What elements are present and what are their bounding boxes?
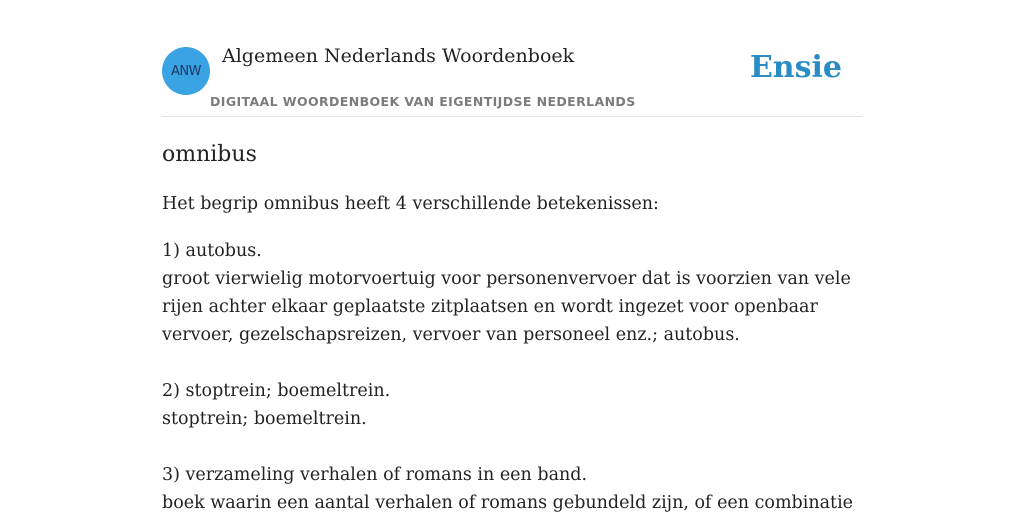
meaning-title: 3) verzameling verhalen of romans in een band. — [162, 465, 588, 485]
meaning-item — [162, 237, 862, 349]
ensie-brand-link[interactable]: Ensie — [749, 50, 842, 85]
meaning-item — [162, 461, 862, 512]
headword: omnibus — [162, 142, 257, 167]
meaning-definition: groot vierwielig motorvoertuig voor personenvervoer dat is voorzien van vele rijen achter elkaar geplaatste zitplaatsen en wordt ingezet voor openbaar vervoer, gezelschapsreizen, vervoer van personeel enz.; autobus. — [162, 269, 851, 345]
site-subtitle: DIGITAAL WOORDENBOEK VAN EIGENTIJDSE NEDERLANDS — [210, 94, 636, 109]
meaning-title: 2) stoptrein; boemeltrein. — [162, 381, 391, 401]
meaning-title: 1) autobus. — [162, 241, 262, 261]
entry-intro: Het begrip omnibus heeft 4 verschillende betekenissen: — [162, 194, 659, 214]
anw-logo[interactable] — [162, 47, 210, 95]
logo-text: ANW — [171, 63, 201, 79]
meaning-item — [162, 377, 862, 433]
site-header — [162, 0, 862, 117]
site-title[interactable]: Algemeen Nederlands Woordenboek — [222, 45, 575, 67]
entry-content — [162, 138, 862, 512]
meaning-definition: boek waarin een aantal verhalen of romans gebundeld zijn, of een combinatie — [162, 493, 854, 512]
meaning-definition: stoptrein; boemeltrein. — [162, 409, 367, 429]
